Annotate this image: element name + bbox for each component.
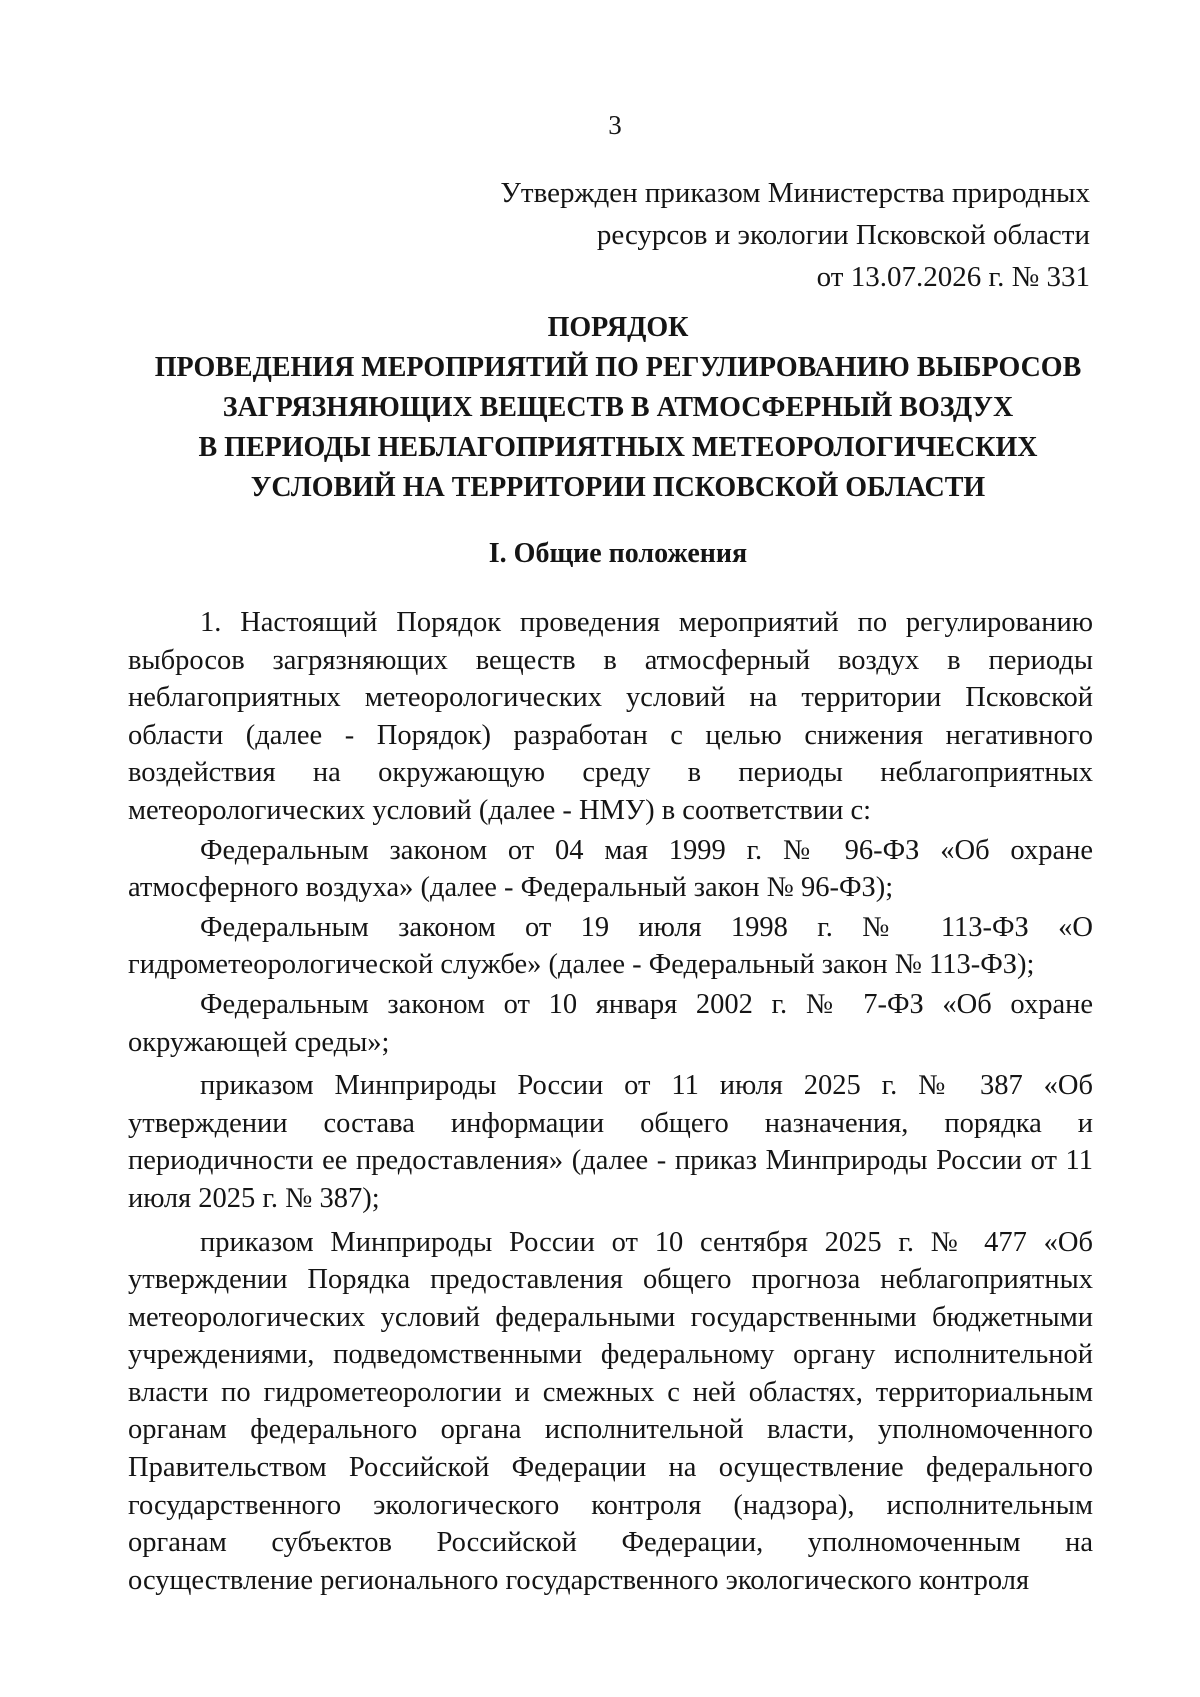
approval-line: ресурсов и экологии Псковской области	[596, 219, 1090, 251]
title-line: ЗАГРЯЗНЯЮЩИХ ВЕЩЕСТВ В АТМОСФЕРНЫЙ ВОЗДУХ	[222, 392, 1014, 423]
paragraph-law-113fz: Федеральным законом от 19 июля 1998 г. № 113-ФЗ «О гидрометеорологической службе» (далее - Федеральный закон № 113-ФЗ);	[128, 911, 1093, 981]
body-text	[128, 604, 1093, 1599]
title-line: В ПЕРИОДЫ НЕБЛАГОПРИЯТНЫХ МЕТЕОРОЛОГИЧЕСКИХ	[198, 432, 1038, 463]
approval-line: Утвержден приказом Министерства природных	[500, 177, 1090, 209]
approval-line: от 13.07.2026 г. № 331	[816, 261, 1090, 293]
title-line: УСЛОВИЙ НА ТЕРРИТОРИИ ПСКОВСКОЙ ОБЛАСТИ	[250, 472, 986, 503]
paragraph-order-477: приказом Минприроды России от 10 сентября 2025 г. № 477 «Об утверждении Порядка предоставления общего прогноза неблагоприятных метеорологических условий федеральными государственными бюджетными учреждениями, подведомственными федеральному органу исполнительной власти по гидрометеорологии и смежных с ней областях, территориальным органам федерального органа исполнительной власти, уполномоченного Правительством Российской Федерации на осуществление федерального государственного экологического контроля (надзора), исполнительным органам субъектов Российской Федерации, уполномоченным на осуществление регионального государственного экологического контроля	[128, 1226, 1093, 1596]
paragraph-1: 1. Настоящий Порядок проведения мероприятий по регулированию выбросов загрязняющих веществ в атмосферный воздух в периоды неблагоприятных метеорологических условий на территории Псковской области (далее - Порядок) разработан с целью снижения негативного воздействия на окружающую среду в периоды неблагоприятных метеорологических условий (далее - НМУ) в соответствии с:	[128, 607, 1093, 826]
title-line: ПОРЯДОК	[547, 312, 689, 343]
paragraph-law-96fz: Федеральным законом от 04 мая 1999 г. № 96-ФЗ «Об охране атмосферного воздуха» (далее - Федеральный закон № 96-ФЗ);	[128, 834, 1093, 904]
section-heading: I. Общие положения	[488, 538, 748, 569]
page-number: 3	[608, 110, 622, 140]
title-line: ПРОВЕДЕНИЯ МЕРОПРИЯТИЙ ПО РЕГУЛИРОВАНИЮ ВЫБРОСОВ	[154, 352, 1082, 383]
paragraph-law-7fz: Федеральным законом от 10 января 2002 г. № 7-ФЗ «Об охране окружающей среды»;	[128, 988, 1093, 1058]
paragraph-order-387: приказом Минприроды России от 11 июля 2025 г. № 387 «Об утверждении состава информации общего назначения, порядка и периодичности ее предоставления» (далее - приказ Минприроды России от 11 июля 2025 г. № 387);	[128, 1070, 1093, 1214]
document-title	[128, 308, 1108, 508]
approval-stamp-text	[390, 172, 1090, 298]
